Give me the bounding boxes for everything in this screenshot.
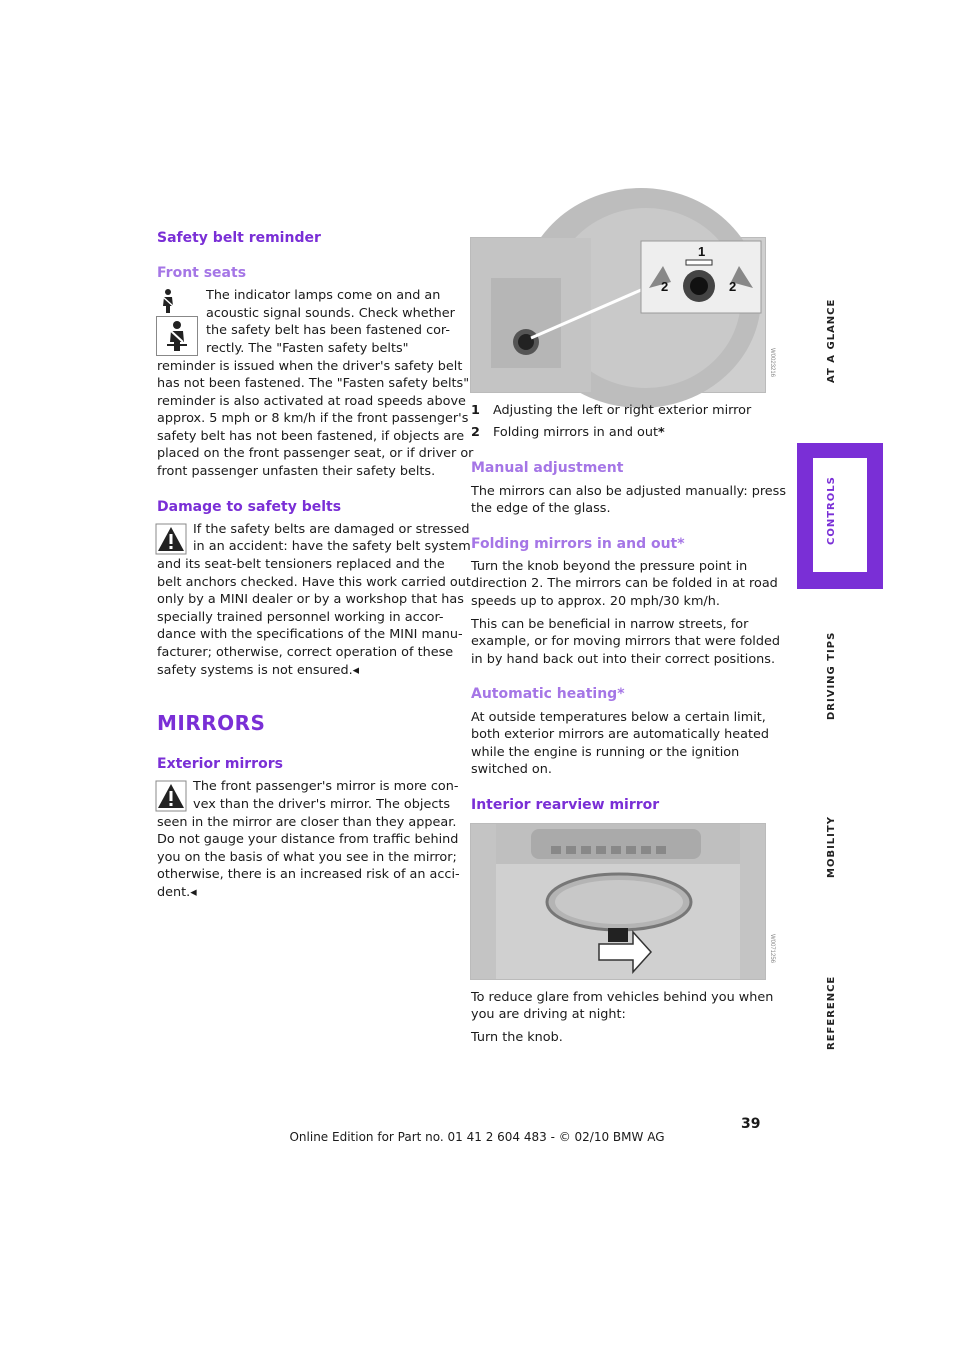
text-line: belt anchors checked. Have this work carried out [157,574,471,590]
text-line: dent.◂ [157,884,197,900]
interior-rearview-heading: Interior rearview mirror [471,797,660,813]
mirror-switch-image [470,237,775,393]
text-line: approx. 5 mph or 8 km/h if the front passenger's [157,411,469,427]
text-line: and its seat-belt tensioners replaced and the [157,557,445,572]
text-line: placed on the front passenger seat, or if driver or [157,446,474,462]
text-line: speeds up to approx. 20 mph/30 km/h. [471,593,720,609]
text-line: The front passenger's mirror is more con- [193,779,459,794]
caption-number: 1 [471,403,480,418]
page-number: 39 [741,1116,761,1132]
exterior-mirrors-heading: Exterior mirrors [157,756,283,772]
front-seats-text-indented [206,287,455,357]
text-line: only by a MINI dealer or by a workshop that has [157,592,464,608]
text-line: At outside temperatures below a certain limit, [471,709,766,725]
text-line: both exterior mirrors are automatically heated [471,727,770,743]
caption-2 [471,425,765,440]
exterior-text-indented [193,778,459,813]
manual-text [471,483,787,518]
text-line: reminder is also activated at road speeds above [157,393,466,409]
rearview-mirror-image [470,823,775,980]
image-code: W0071256 [769,934,775,964]
front-seats-heading: Front seats [157,265,247,281]
automatic-heating-heading: Automatic heating* [471,686,625,702]
text-line: acoustic signal sounds. Check whether [206,305,455,321]
caption-1 [471,403,765,418]
callout-1: 1 [698,244,706,259]
text-line: the safety belt has been fastened cor- [206,323,450,339]
folding-mirrors-heading: Folding mirrors in and out* [471,536,685,552]
text-line: in by hand back out into their correct positions. [471,651,776,667]
warning-icon [156,524,186,554]
caption-text: Adjusting the left or right exterior mirror [493,403,752,418]
seatbelt-indicator-icon [156,286,198,316]
text-line: switched on. [471,762,552,778]
heating-text [471,709,770,779]
text-line: To reduce glare from vehicles behind you when [471,989,774,1005]
text-line: dance with the specifications of the MINI manu- [157,627,463,643]
side-tab-at-a-glance[interactable]: AT A GLANCE [826,298,837,383]
caption-text: Folding mirrors in and out [493,425,658,440]
text-line: you are driving at night: [471,1007,626,1023]
text-line: specially trained personnel working in accor- [157,609,444,625]
text-line: reminder is issued when the driver's safety belt [157,358,463,374]
folding-text-1 [471,558,778,611]
text-line: otherwise, there is an increased risk of an acci- [157,867,460,883]
text-line: seen in the mirror are closer than they appear. [157,814,457,830]
text-line: safety belt has not been fastened, if objects are [157,428,465,444]
text-line: example, or for moving mirrors that were folded [471,634,780,650]
controls-tab-inner [813,458,867,572]
fasten-seatbelt-icon [156,316,198,356]
interior-text [471,989,774,1024]
text-line: Turn the knob beyond the pressure point in [471,558,748,574]
side-tab-reference[interactable]: REFERENCE [826,975,837,1050]
text-line: Do not gauge your distance from traffic behind [157,832,459,848]
text-line: has not been fastened. The "Fasten safety belts" [157,376,470,392]
warning-icon [156,781,186,811]
text-line: This can be beneficial in narrow streets, for [471,616,749,632]
text-line: rectly. The "Fasten safety belts" [206,340,409,356]
text-line: The mirrors can also be adjusted manually: press [471,483,787,499]
safety-belt-reminder-heading: Safety belt reminder [157,230,321,246]
text-line: while the engine is running or the ignition [471,744,740,760]
callout-2-right: 2 [729,279,737,294]
exterior-text [157,814,460,902]
front-seats-text [157,358,474,481]
side-tab-mobility[interactable]: MOBILITY [826,816,837,878]
text-line: the edge of the glass. [471,501,611,517]
footer-edition: Online Edition for Part no. 01 41 2 604 483 - © 02/10 BMW AG [289,1130,665,1144]
callout-2-left: 2 [661,279,669,294]
text-line: safety systems is not ensured.◂ [157,662,360,678]
caption-number: 2 [471,425,480,440]
damage-text-indented [193,521,471,556]
damage-safety-belts-heading: Damage to safety belts [157,499,342,515]
text-line: front passenger unfasten their safety belts. [157,464,436,480]
interior-text-2: Turn the knob. [471,1029,563,1045]
image-code: W0023216 [769,348,775,378]
text-line: facturer; otherwise, correct operation of these [157,644,454,660]
optional-star: * [657,425,665,440]
text-line: you on the basis of what you see in the mirror; [157,849,457,865]
text-line: direction 2. The mirrors can be folded in at road [471,576,778,592]
damage-text [157,556,471,679]
folding-text-2 [471,616,780,669]
text-line: If the safety belts are damaged or stressed [193,521,470,537]
manual-adjustment-heading: Manual adjustment [471,460,624,476]
text-line: in an accident: have the safety belt system [193,539,471,555]
side-tab-controls[interactable]: CONTROLS [826,476,837,545]
text-line: vex than the driver's mirror. The objects [193,796,451,812]
side-tab-driving-tips[interactable]: DRIVING TIPS [826,631,837,720]
mirrors-heading: MIRRORS [157,711,266,735]
text-line: The indicator lamps come on and an [206,288,441,303]
